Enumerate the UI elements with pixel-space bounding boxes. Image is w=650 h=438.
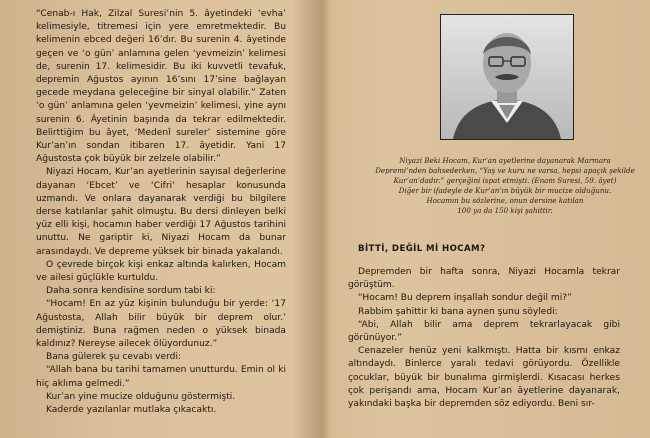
paragraph: Daha sonra kendisine sordum tabi ki: [46,286,216,297]
caption-line: Niyazi Beki Hocam, Kur’an ayetlerine dayanarak Marmara [399,156,611,165]
caption-line: Depremi’nden bahsederken, “Yaş ve kuru ne varsa, hepsi apaçık şekilde [375,166,635,175]
paragraph: Kaderde yazılanlar mutlaka çıkacaktı. [46,405,217,416]
caption-line: Hocamın bu sözlerine, onun dersine katılan [426,196,584,205]
paragraph: “Hocam! En az yüz kişinin bulunduğu bir yerde: ‘17 Ağustosta, Allah bilir büyük bir deprem olur.’ demiştiniz. Buna rağmen neden o yüksek binada kaldınız? Nereyse ailecek ölüyordunuz.” [36,299,286,350]
left-body-text [36,8,286,417]
section-heading: BİTTİ, DEĞİL Mİ HOCAM? [358,244,486,254]
paragraph: “Cenab-ı Hak, Zilzal Suresi’nin 5. âyetindeki ‘evha’ kelimesiyle, titremesi için yere emretmektedir. Bu kelimenin ebced değeri 16’dır. Bu surenin 4. âyetinde geçen ve ‘o gün’ anlamına gelen ‘yevmeizin’ kelimesi de, surenin 17. kelimesidir. Bu iki kuvvetli tevafuk, depremin Ağustos ayının 16’sını 17’sine bağlayan gecede meydana geleceğine bir sinyal olabilir.” Zaten ‘o gün’ anlamına gelen ‘yevmeizin’ kelimesi, yine aynı surenin 6. Âyetinin başında da tekrar edilmektedir. Belirttiğim bu âyet, ‘Medenî sureler’ sistemine göre Kur’an’ın sondan itibaren 17. âyetidir. Yani 17 Ağustosta çok büyük bir zelzele olabilir.” [36,9,286,165]
paragraph: “Abi, Allah bilir ama deprem tekrarlayacak gibi görünüyor.” [348,319,620,344]
portrait-photo [440,14,574,140]
paragraph: Kur’an yine mucize olduğunu göstermişti. [46,391,236,402]
photo-caption [368,156,642,216]
right-body-text [348,266,620,411]
paragraph: “Allah bana bu tarihi tamamen unutturdu. Emin ol ki hiç aklıma gelmedi.” [36,365,286,389]
paragraph: O çevrede birçok kişi enkaz altında kalırken, Hocam ve ailesi güçlükle kurtuldu. [36,259,286,284]
caption-line: Kur’an’dadır.” gerçeğini ispat etmişti. (Enam Suresi, 59. âyet) [393,176,617,185]
paragraph: Niyazi Hocam, Kur’an ayetlerinin sayısal değerlerine dayanan ‘Ebcet’ ve ‘Cifri’ hesaplar konusunda uzmandı. Ve onlara dayanarak verdiği bu bilgilere derse katılanlar şahit olmuştu. Bu dersi dinleyen belki yüz elli kişi, hocamın haber verdiği 17 Ağustos tarihini unuttu. Ne gariptir ki, Niyazi Hocam da bunar arasındaydı. Ve depreme yüksek bir binada yakalandı. [36,167,286,257]
caption-line: Diğer bir ifadeyle de Kur’an’ın büyük bir mucize olduğunu. [398,186,612,195]
left-page [0,0,320,438]
right-page [328,0,650,438]
paragraph: Bana gülerek şu cevabı verdi: [46,352,182,363]
portrait-photo-icon [441,15,573,139]
paragraph: Depremden bir hafta sonra, Niyazi Hocamla tekrar görüştüm. [348,267,620,291]
paragraph: “Hocam! Bu deprem inşallah sondur değil mi?” [358,293,572,304]
paragraph: Cenazeler henüz yeni kalkmıştı. Hatta bir kısmı enkaz altındaydı. Binlerce yaralı tedavi görüyordu. Özellikle çocuklar, büyük bir bunalıma girmişlerdi. Kısacası herkes çok perişandı ama, Hocam Kur’an âyetlerine dayanarak, yakındaki başka bir depremden söz ediyordu. Beni sır- [348,346,620,410]
paragraph: Rabbim şahittir ki bana aynen şunu söyledi: [358,306,558,317]
caption-line: 100 ya da 150 kişi şahittir. [457,206,553,215]
